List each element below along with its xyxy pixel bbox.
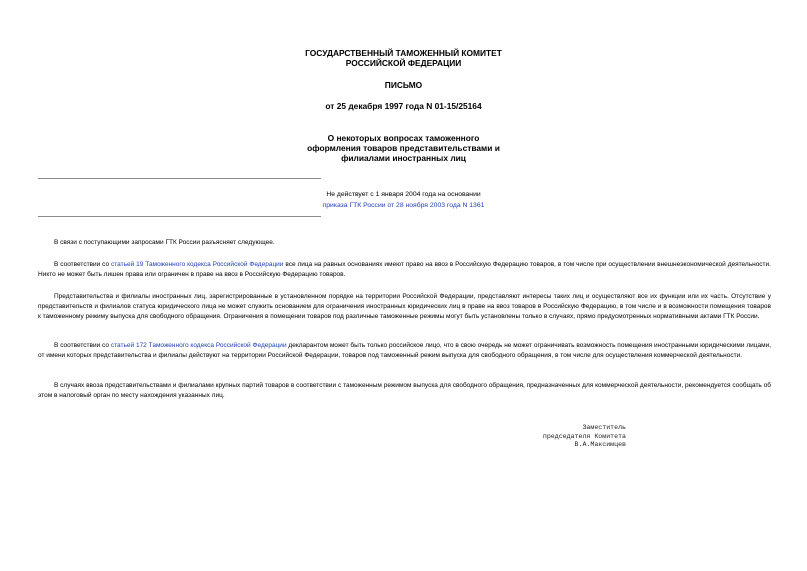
- article-172-link[interactable]: статьей 172 Таможенного кодекса Российской Федерации: [110, 342, 287, 349]
- issuing-authority: [0, 48, 807, 68]
- paragraph-text: декларантом может быть только российское лицо, что в свою очередь не может ограничивать возможность помещения иностранными юридическими лицами, от имени которых представительства и филиалы действуют на территории Российской Федерации, товаров под таможенный режим выпуска для свободного обращения, в том числе для осуществления коммерческой деятельности.: [38, 342, 771, 359]
- paragraph-text: все лица на равных основаниях имеют право на ввоз в Российскую Федерацию товаров, в том числе при осуществлении внешнеэкономической деятельности. Никто не может быть лишен права или ограничен в праве на ввоз в Российскую Федерацию товаров.: [38, 261, 771, 278]
- org-name-line2: РОССИЙСКОЙ ФЕДЕРАЦИИ: [345, 58, 462, 68]
- document-status: [0, 189, 807, 211]
- title-line2: оформления товаров представительствами и: [307, 143, 500, 153]
- signer-position-line1: Заместитель: [582, 424, 626, 431]
- title-line1: О некоторых вопросах таможенного: [327, 133, 480, 143]
- paragraph-article-172: [38, 341, 771, 361]
- signer-name: В.А.Максимцев: [574, 441, 626, 449]
- article-19-link[interactable]: статьей 19 Таможенного кодекса Российской Федерации: [111, 261, 284, 268]
- paragraph-representative-offices: Представительства и филиалы иностранных лиц, зарегистрированные в установленном порядке на территории Российской Федерации, представляют интересы таких лиц и осуществляют все их функции или их часть. Отсутствие у представительств и филиалов статуса юридического лица не может служить основанием для ограничения иностранных юридических лиц в праве на ввоз товаров в Российскую Федерацию, в том числе и в возможности помещения товаров к таможенному режиму выпуска для свободного обращения. Ограничения в помещении товаров под различные таможенные режимы могут быть установлены только в случаях, прямо предусмотренных нормативными актами ГТК России.: [38, 293, 771, 320]
- status-text: Не действует с 1 января 2004 года на основании: [326, 191, 481, 198]
- signer-position-line2: председателя Комитета: [542, 432, 626, 440]
- document-title: [0, 133, 807, 163]
- status-order-link[interactable]: приказа ГТК России от 28 ноября 2003 года N 1361: [322, 202, 485, 209]
- paragraph-intro: В связи с поступающими запросами ГТК России разъясняет следующее.: [54, 239, 275, 246]
- document-date-number: от 25 декабря 1997 года N 01-15/25164: [325, 101, 482, 111]
- org-name-line1: ГОСУДАРСТВЕННЫЙ ТАМОЖЕННЫЙ КОМИТЕТ: [305, 48, 502, 58]
- divider-bottom: [38, 216, 321, 217]
- document-type: ПИСЬМО: [384, 80, 423, 90]
- paragraph-text: В соответствии со: [54, 342, 111, 349]
- paragraph-text: В соответствии со: [54, 261, 112, 268]
- divider-top: [38, 178, 321, 179]
- signature-block: [520, 424, 626, 450]
- title-line3: филиалами иностранных лиц: [341, 153, 466, 163]
- paragraph-article-19: [38, 260, 771, 280]
- paragraph-tax-notification: В случаях ввоза представительствами и филиалами крупных партий товаров в соответствии с таможенным режимом выпуска для свободного обращения, предназначенных для коммерческой деятельности, рекомендуется сообщать об этом в налоговый орган по месту нахождения указанных лиц.: [38, 382, 771, 399]
